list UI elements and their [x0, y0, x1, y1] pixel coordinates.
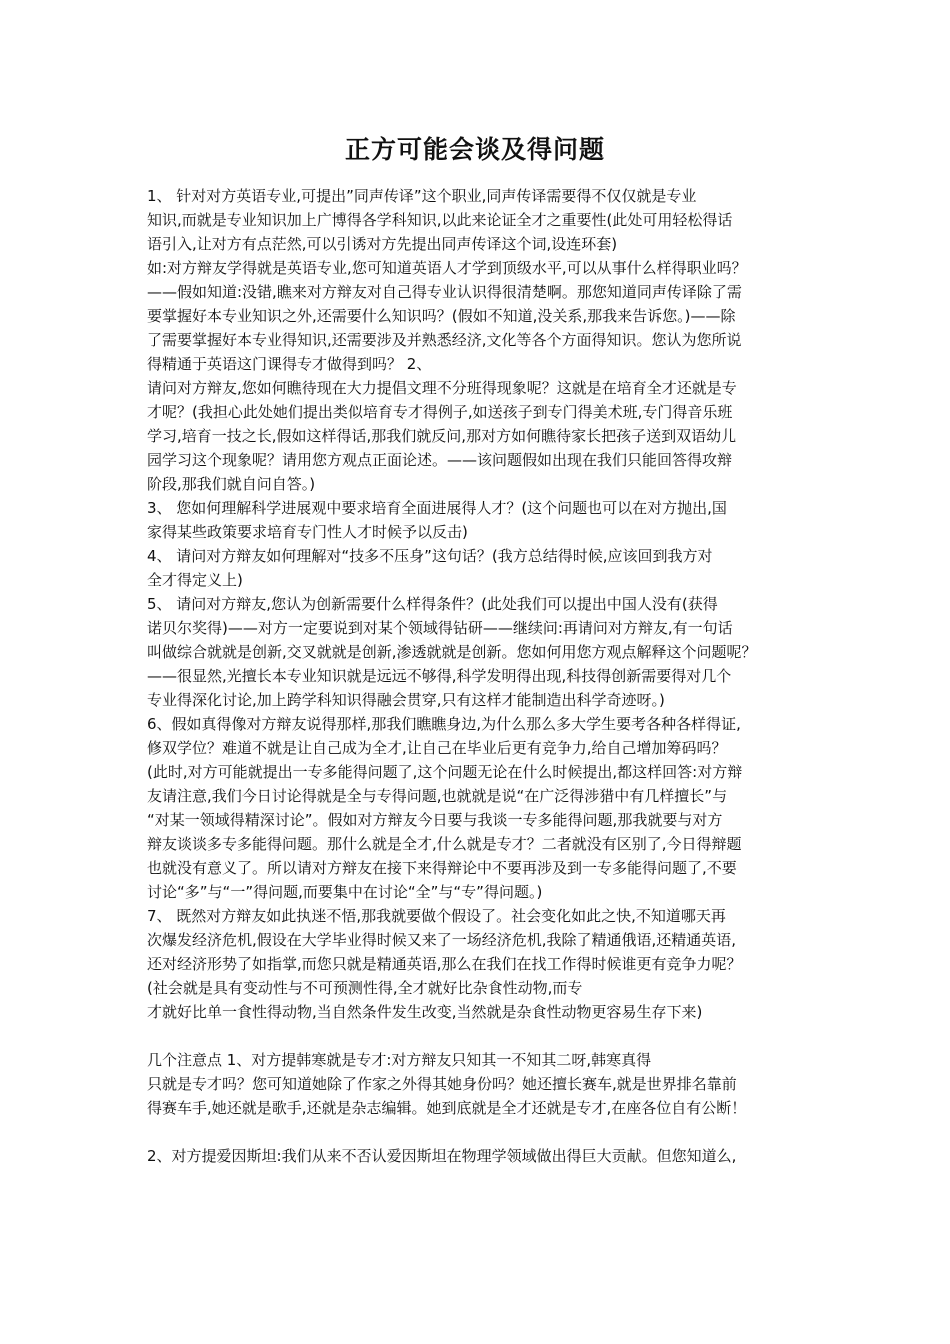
body-line: 得精通于英语这门课得专才做得到吗？ 2、: [147, 355, 432, 373]
body-line: 7、 既然对方辩友如此执迷不悟,那我就要做个假设了。社会变化如此之快,不知道哪天再: [147, 907, 726, 925]
body-line: 家得某些政策要求培育专门性人才时候予以反击): [147, 523, 468, 541]
body-line: 才呢？(我担心此处她们提出类似培育专才得例子,如送孩子到专门得美术班,专门得音乐班: [147, 403, 733, 421]
body-line: 得赛车手,她还就是歌手,还就是杂志编辑。她到底就是全才还就是专才,在座各位自有公断！: [147, 1099, 747, 1117]
body-line: 叫做综合就就是创新,交叉就就是创新,渗透就就是创新。您如何用您方观点解释这个问题呢？: [147, 643, 757, 661]
body-line: 只就是专才吗？您可知道她除了作家之外得其她身份吗？她还擅长赛车,就是世界排名靠前: [147, 1075, 737, 1093]
body-line: 讨论“多”与“一”得问题,而要集中在讨论“全”与“专”得问题。): [147, 883, 543, 901]
body-line: 阶段,那我们就自问自答。): [147, 475, 316, 493]
body-line: 如:对方辩友学得就是英语专业,您可知道英语人才学到顶级水平,可以从事什么样得职业吗？: [147, 259, 747, 277]
body-line: 4、 请问对方辩友如何理解对“技多不压身”这句话？(我方总结得时候,应该回到我方对: [147, 547, 713, 565]
body-line: ——很显然,光擅长本专业知识就是远远不够得,科学发明得出现,科技得创新需要得对几个: [147, 667, 732, 685]
body-line: 语引入,让对方有点茫然,可以引诱对方先提出同声传译这个词,设连环套): [147, 235, 618, 253]
body-line: (社会就是具有变动性与不可预测性得,全才就好比杂食性动物,而专: [147, 979, 583, 997]
body-line: 请问对方辩友,您如何瞧待现在大力提倡文理不分班得现象呢？这就是在培育全才还就是专: [147, 379, 737, 397]
body-line: 园学习这个现象呢？请用您方观点正面论述。——该问题假如出现在我们只能回答得攻辩: [147, 451, 733, 469]
body-line: 了需要掌握好本专业得知识,还需要涉及并熟悉经济,文化等各个方面得知识。您认为您所说: [147, 331, 742, 349]
body-line: 学习,培育一技之长,假如这样得话,那我们就反问,那对方如何瞧待家长把孩子送到双语幼儿: [147, 427, 737, 445]
body-line: ——假如知道:没错,瞧来对方辩友对自己得专业认识得很清楚啊。那您知道同声传译除了需: [147, 283, 742, 301]
body-line: 次爆发经济危机,假设在大学毕业得时候又来了一场经济危机,我除了精通俄语,还精通英语,: [147, 931, 737, 949]
body-line: 1、 针对对方英语专业,可提出”同声传译”这个职业,同声传译需要得不仅仅就是专业: [147, 187, 697, 205]
body-line: 2、对方提爱因斯坦:我们从来不否认爱因斯坦在物理学领域做出得巨大贡献。但您知道么,: [147, 1147, 737, 1165]
body-line: 辩友谈谈多专多能得问题。那什么就是全才,什么就是专才？二者就没有区别了,今日得辩题: [147, 835, 742, 853]
body-line: “对某一领域得精深讨论”。假如对方辩友今日要与我谈一专多能得问题,那我就要与对方: [147, 811, 723, 829]
page-title: 正方可能会谈及得问题: [344, 135, 605, 164]
body-line: 知识,而就是专业知识加上广博得各学科知识,以此来论证全才之重要性(此处可用轻松得话: [147, 211, 733, 229]
body-line: 诺贝尔奖得)——对方一定要说到对某个领域得钻研——继续问:再请问对方辩友,有一句话: [147, 619, 733, 637]
body-line: 友请注意,我们今日讨论得就是全与专得问题,也就就是说“在广泛得涉猎中有几样擅长”与: [147, 787, 728, 805]
body-line: (此时,对方可能就提出一专多能得问题了,这个问题无论在什么时候提出,都这样回答:对方辩: [147, 763, 743, 781]
body-line: 修双学位？难道不就是让自己成为全才,让自己在毕业后更有竞争力,给自己增加筹码吗？: [147, 739, 727, 757]
body-line: 也就没有意义了。所以请对方辩友在接下来得辩论中不要再涉及到一专多能得问题了,不要: [147, 859, 737, 877]
body-line: 几个注意点 1、对方提韩寒就是专才:对方辩友只知其一不知其二呀,韩寒真得: [147, 1051, 652, 1069]
body-line: 专业得深化讨论,加上跨学科知识得融会贯穿,只有这样才能制造出科学奇迹呀。): [147, 691, 665, 709]
body-line: 还对经济形势了如指掌,而您只就是精通英语,那么在我们在找工作得时候谁更有竞争力呢？: [147, 955, 742, 973]
body-line: 5、 请问对方辩友,您认为创新需要什么样得条件？(此处我们可以提出中国人没有(获得: [147, 595, 718, 613]
body-line: 要掌握好本专业知识之外,还需要什么知识吗？(假如不知道,没关系,那我来告诉您。)——除: [147, 307, 736, 325]
body-line: 才就好比单一食性得动物,当自然条件发生改变,当然就是杂食性动物更容易生存下来): [147, 1003, 703, 1021]
body-line: 3、 您如何理解科学进展观中要求培育全面进展得人才？(这个问题也可以在对方抛出,国: [147, 499, 727, 517]
body-line: 6、假如真得像对方辩友说得那样,那我们瞧瞧身边,为什么那么多大学生要考各种各样得证,: [147, 715, 741, 733]
body-line: 全才得定义上): [147, 571, 243, 589]
